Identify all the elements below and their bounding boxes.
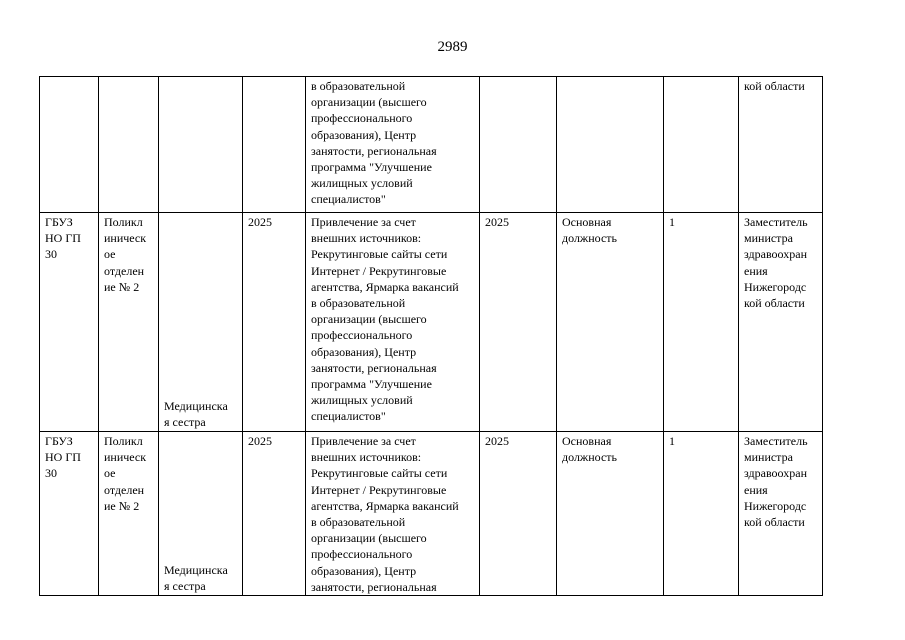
cell-text-line: ения <box>744 263 768 278</box>
cell-text-line: образования), Центр <box>311 563 417 578</box>
cell-text-line: 2025 <box>485 434 509 448</box>
cell-text-line: я сестра <box>164 414 206 429</box>
cell-text-line: Интернет / Рекрутинговые <box>311 263 447 278</box>
cell-text-line: профессионального <box>311 111 413 126</box>
cell-text-line: жилищных условий <box>311 393 413 408</box>
cell-text-line: 2025 <box>248 215 272 229</box>
cell-responsible <box>739 213 823 432</box>
cell-position <box>159 77 243 213</box>
cell-deadline <box>480 432 557 596</box>
cell-text-line: 2025 <box>248 434 272 448</box>
cell-text-line: Нижегородс <box>744 498 807 513</box>
cell-text-line: Основная <box>562 215 612 229</box>
cell-text-line: здравоохран <box>744 466 807 481</box>
cell-text-line: образования), Центр <box>311 344 417 359</box>
cell-year <box>243 432 306 596</box>
cell-text-line: 30 <box>45 466 57 481</box>
cell-text-line: Интернет / Рекрутинговые <box>311 482 447 497</box>
cell-text-line: НО ГП <box>45 231 81 246</box>
cell-position-type <box>557 432 664 596</box>
cell-measures <box>306 432 480 596</box>
table-row <box>40 77 823 213</box>
cell-text-line: агентства, Ярмарка вакансий <box>311 498 459 513</box>
cell-text-line: министра <box>744 450 793 465</box>
cell-text-line: здравоохран <box>744 247 807 262</box>
cell-position <box>159 432 243 596</box>
cell-text-line: жилищных условий <box>311 176 413 191</box>
cell-text-line: Рекрутинговые сайты сети <box>311 247 448 262</box>
cell-text-line: отделен <box>104 482 145 497</box>
cell-responsible <box>739 432 823 596</box>
cell-text-line: Рекрутинговые сайты сети <box>311 466 448 481</box>
table-row <box>40 432 823 596</box>
cell-text-line: организации (высшего <box>311 95 427 110</box>
cell-text-line: должность <box>562 231 617 246</box>
cell-text-line: Заместитель <box>744 215 808 229</box>
cell-text-line: ое <box>104 247 116 262</box>
cell-text-line: 2025 <box>485 215 509 229</box>
cell-text-line: 1 <box>669 434 675 448</box>
cell-measures <box>306 77 480 213</box>
cell-year <box>243 213 306 432</box>
cell-deadline <box>480 213 557 432</box>
cell-text-line: Основная <box>562 434 612 448</box>
cell-text-line: Медицинска <box>164 398 228 413</box>
cell-text-line: внешних источников: <box>311 231 422 246</box>
cell-quantity <box>664 77 739 213</box>
cell-text-line: кой области <box>744 296 805 311</box>
cell-responsible <box>739 77 823 213</box>
cell-text-line: в образовательной <box>311 515 406 530</box>
cell-institution <box>40 77 99 213</box>
cell-department <box>99 213 159 432</box>
cell-text-line: кой области <box>744 515 805 530</box>
cell-text-line: иническ <box>104 450 147 465</box>
cell-position-type <box>557 213 664 432</box>
cell-text-line: ое <box>104 466 116 481</box>
page-number: 2989 <box>437 39 468 55</box>
cell-text-line: агентства, Ярмарка вакансий <box>311 279 459 294</box>
cell-text-line: Привлечение за счет <box>311 434 416 448</box>
cell-text-line: Привлечение за счет <box>311 215 416 229</box>
cell-text-line: организации (высшего <box>311 531 427 546</box>
cell-text-line: в образовательной <box>311 296 406 311</box>
cell-text-line: отделен <box>104 263 145 278</box>
cell-text-line: занятости, региональная <box>311 579 437 594</box>
cell-text-line: программа "Улучшение <box>311 160 432 175</box>
cell-text-line: Нижегородс <box>744 279 807 294</box>
cell-text-line: Заместитель <box>744 434 808 448</box>
cell-institution <box>40 432 99 596</box>
cell-deadline <box>480 77 557 213</box>
cell-text-line: НО ГП <box>45 450 81 465</box>
cell-text-line: Медицинска <box>164 562 228 577</box>
cell-text-line: 1 <box>669 215 675 229</box>
cell-text-line: ГБУЗ <box>45 434 73 448</box>
cell-text-line: внешних источников: <box>311 450 422 465</box>
cell-text-line: кой области <box>744 79 805 93</box>
cell-text-line: организации (высшего <box>311 312 427 327</box>
cell-text-line: ие № 2 <box>104 279 140 294</box>
cell-text-line: 30 <box>45 247 57 262</box>
cell-text-line: ГБУЗ <box>45 215 73 229</box>
cell-text-line: программа "Улучшение <box>311 377 432 392</box>
table-row <box>40 213 823 432</box>
cell-text-line: профессионального <box>311 328 413 343</box>
cell-text-line: Поликл <box>104 434 143 448</box>
cell-text-line: ие № 2 <box>104 498 140 513</box>
cell-department <box>99 432 159 596</box>
document-table <box>39 76 823 596</box>
cell-position <box>159 213 243 432</box>
cell-text-line: министра <box>744 231 793 246</box>
cell-text-line: я сестра <box>164 578 206 593</box>
cell-text-line: образования), Центр <box>311 127 417 142</box>
cell-text-line: иническ <box>104 231 147 246</box>
cell-text-line: специалистов" <box>311 192 386 207</box>
cell-position-type <box>557 77 664 213</box>
cell-measures <box>306 213 480 432</box>
cell-institution <box>40 213 99 432</box>
cell-year <box>243 77 306 213</box>
cell-text-line: специалистов" <box>311 409 386 424</box>
cell-quantity <box>664 432 739 596</box>
cell-text-line: профессионального <box>311 547 413 562</box>
cell-text-line: Поликл <box>104 215 143 229</box>
cell-text-line: занятости, региональная <box>311 360 437 375</box>
cell-text-line: занятости, региональная <box>311 143 437 158</box>
cell-department <box>99 77 159 213</box>
cell-text-line: ения <box>744 482 768 497</box>
cell-text-line: должность <box>562 450 617 465</box>
cell-quantity <box>664 213 739 432</box>
cell-text-line: в образовательной <box>311 79 406 93</box>
